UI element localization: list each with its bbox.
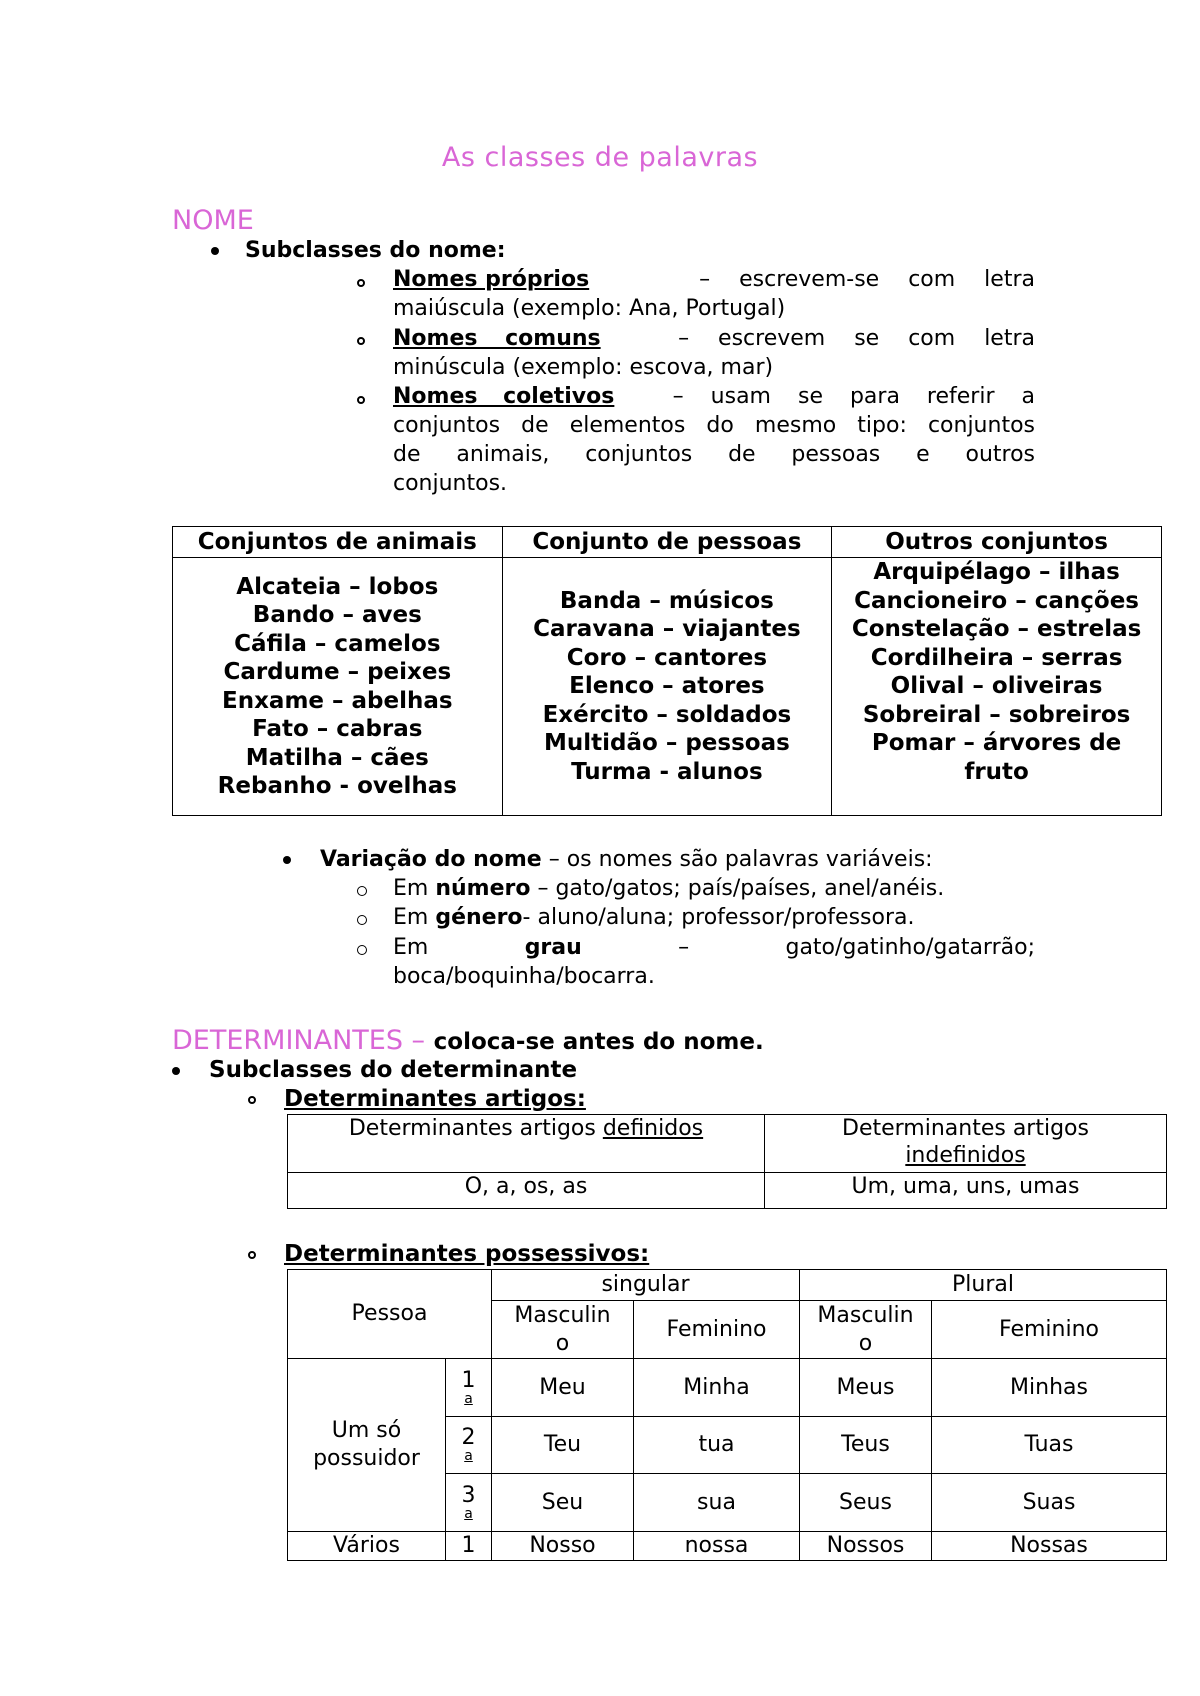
- artigos-definidos-header: Determinantes artigos definidos: [288, 1115, 765, 1173]
- cell: Tuas: [932, 1417, 1167, 1474]
- cell: nossa: [634, 1532, 800, 1561]
- variacao-grau: Em grau – gato/gatinho/gatarrão; boca/boquinha/bocarra.: [393, 935, 1035, 989]
- cell-pessoas: Banda – músicos Caravana – viajantes Coro – cantores Elenco – atores Exército – soldados Multidão – pessoas Turma - alunos: [502, 558, 832, 816]
- cell: tua: [634, 1417, 800, 1474]
- cell-um-so-possuidor: Um só possuidor: [288, 1359, 446, 1532]
- subclasses-nome-label: Subclasses do nome:: [245, 238, 506, 263]
- cell: Seu: [492, 1474, 634, 1532]
- artigos-definidos-values: O, a, os, as: [288, 1173, 765, 1209]
- circle-bullet-icon: [248, 1096, 256, 1104]
- cell: sua: [634, 1474, 800, 1532]
- header-animais: Conjuntos de animais: [173, 527, 503, 558]
- cell-varios: Vários: [288, 1532, 446, 1561]
- cell: Minhas: [932, 1359, 1167, 1417]
- cell: Nossos: [800, 1532, 932, 1561]
- section-heading-nome: NOME: [172, 205, 254, 236]
- cell: Suas: [932, 1474, 1167, 1532]
- artigos-indefinidos-values: Um, uma, uns, umas: [765, 1173, 1167, 1209]
- variacao-numero: Em número – gato/gatos; país/países, anel/anéis.: [393, 876, 945, 901]
- bullet-icon: [283, 856, 291, 864]
- bullet-icon: [211, 247, 219, 255]
- list-item-nomes-proprios: Nomes próprios – escrevem-se com letra maiúscula (exemplo: Ana, Portugal): [393, 267, 1035, 321]
- table-row: [288, 1359, 1167, 1417]
- circle-bullet-icon: [357, 396, 365, 404]
- variacao-genero: Em género- aluno/aluna; professor/professora.: [393, 905, 915, 930]
- header-plural: Plural: [800, 1270, 1167, 1301]
- header-singular: singular: [492, 1270, 800, 1301]
- circle-bullet-icon: [357, 886, 367, 896]
- header-pessoa: Pessoa: [288, 1270, 492, 1359]
- cell: Nossas: [932, 1532, 1167, 1561]
- header-feminino-singular: Feminino: [634, 1301, 800, 1359]
- table-row: [288, 1532, 1167, 1561]
- header-feminino-plural: Feminino: [932, 1301, 1167, 1359]
- variacao-nome-line: Variação do nome – os nomes são palavras variáveis:: [320, 847, 933, 872]
- cell-pessoa-ordinal: 1: [446, 1532, 492, 1561]
- cell: Nosso: [492, 1532, 634, 1561]
- cell: Meus: [800, 1359, 932, 1417]
- artigos-indefinidos-header: Determinantes artigos indefinidos: [765, 1115, 1167, 1173]
- cell: Minha: [634, 1359, 800, 1417]
- section-heading-determinantes: DETERMINANTES – coloca-se antes do nome.: [172, 1025, 764, 1056]
- coletivos-table: [172, 526, 1162, 816]
- header-pessoas: Conjunto de pessoas: [502, 527, 832, 558]
- artigos-table: [287, 1114, 1167, 1209]
- cell-pessoa-ordinal: 2 a: [446, 1417, 492, 1474]
- circle-bullet-icon: [357, 945, 367, 955]
- cell: Teus: [800, 1417, 932, 1474]
- possessivos-table: [287, 1269, 1167, 1561]
- subclasses-determinante-label: Subclasses do determinante: [209, 1057, 578, 1083]
- cell: Seus: [800, 1474, 932, 1532]
- cell: Teu: [492, 1417, 634, 1474]
- header-masculino-plural: Masculin o: [800, 1301, 932, 1359]
- cell-pessoa-ordinal: 3 a: [446, 1474, 492, 1532]
- possessivos-label: Determinantes possessivos:: [284, 1241, 650, 1267]
- list-item-nomes-coletivos: Nomes coletivos – usam se para referir a conjuntos de elementos do mesmo tipo: conjuntos de animais, conjuntos de pessoas e outros conjuntos.: [393, 384, 1035, 496]
- circle-bullet-icon: [357, 915, 367, 925]
- artigos-label: Determinantes artigos:: [284, 1086, 586, 1112]
- circle-bullet-icon: [248, 1251, 256, 1259]
- cell-animais: Alcateia – lobos Bando – aves Cáfila – camelos Cardume – peixes Enxame – abelhas Fato – cabras Matilha – cães Rebanho - ovelhas: [173, 558, 503, 816]
- header-outros: Outros conjuntos: [832, 527, 1162, 558]
- circle-bullet-icon: [357, 337, 365, 345]
- cell: Meu: [492, 1359, 634, 1417]
- header-masculino-singular: Masculin o: [492, 1301, 634, 1359]
- cell-outros: Arquipélago – ilhas Cancioneiro – canções Constelação – estrelas Cordilheira – serras Olival – oliveiras Sobreiral – sobreiros Pomar – árvores de fruto: [832, 558, 1162, 816]
- bullet-icon: [172, 1067, 180, 1075]
- cell-pessoa-ordinal: 1 a: [446, 1359, 492, 1417]
- circle-bullet-icon: [357, 279, 365, 287]
- page-title: As classes de palavras: [441, 142, 759, 173]
- list-item-nomes-comuns: Nomes comuns – escrevem se com letra minúscula (exemplo: escova, mar): [393, 326, 1035, 380]
